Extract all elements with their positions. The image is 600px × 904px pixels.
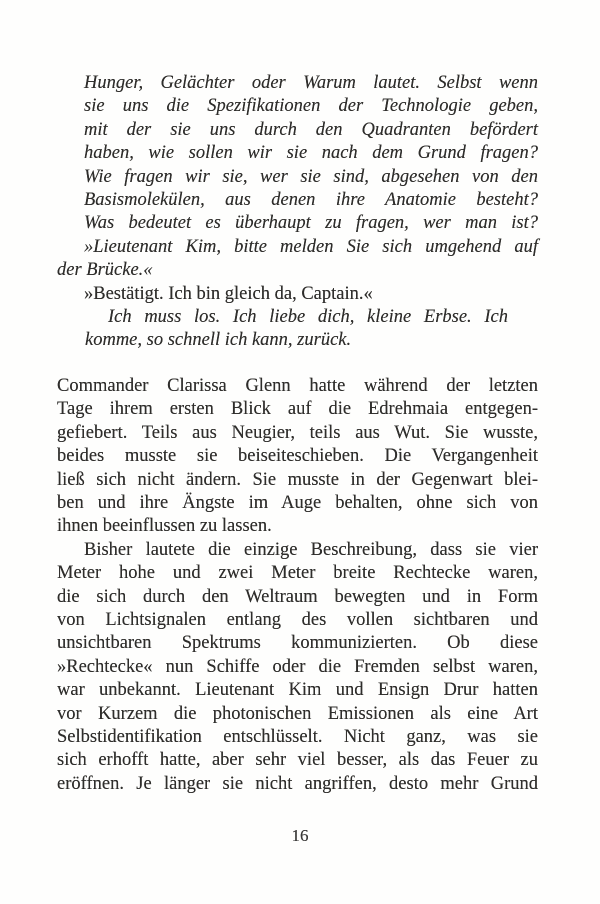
text-line: Was bedeutet es überhaupt zu fragen, wer man ist? (84, 213, 538, 234)
text-line: ließ sich nicht ändern. Sie musste in der Gegenwart blei- (57, 469, 538, 490)
text-line: von Lichtsignalen entlang des vollen sichtbaren und (57, 609, 538, 630)
text-column (57, 72, 538, 796)
text-line: Tage ihrem ersten Blick auf die Edrehmaia entgegen- (57, 399, 538, 420)
dialog-italic (57, 236, 538, 283)
inner-thought-italic (85, 306, 508, 353)
text-line: Ich muss los. Ich liebe dich, kleine Erbse. Ich (108, 307, 508, 328)
text-line: sich erhofft hatte, aber sehr viel besser, als das Feuer zu (57, 750, 538, 771)
narrative-paragraph-1 (57, 375, 538, 539)
text-line: eröffnen. Je länger sie nicht angriffen, desto mehr Grund (57, 773, 538, 794)
text-line: vor Kurzem die photonischen Emissionen als eine Art (57, 703, 538, 724)
text-line: »Bestätigt. Ich bin gleich da, Captain.« (84, 283, 373, 304)
text-line: mit der sie uns durch den Quadranten befördert (84, 119, 538, 140)
page-number: 16 (291, 826, 309, 845)
text-line: Commander Clarissa Glenn hatte während der letzten (57, 375, 538, 396)
text-line: die sich durch den Weltraum bewegten und in Form (57, 586, 538, 607)
text-line: Basismolekülen, aus denen ihre Anatomie besteht? (84, 190, 538, 211)
text-line: unsichtbaren Spektrums kommunizierten. Ob diese (57, 633, 538, 654)
text-line: komme, so schnell ich kann, zurück. (85, 330, 352, 351)
text-line: Wie fragen wir sie, wer sie sind, abgesehen von den (84, 166, 538, 187)
text-line: Selbstidentifikation entschlüsselt. Nicht ganz, was sie (57, 726, 538, 747)
text-line: der Brücke.« (57, 260, 153, 281)
text-line: sie uns die Spezifikationen der Technologie geben, (84, 96, 538, 117)
text-line: Hunger, Gelächter oder Warum lautet. Selbst wenn (84, 73, 538, 93)
text-line: Bisher lautete die einzige Beschreibung, dass sie vier (84, 539, 538, 560)
text-line: ihnen beeinflussen zu lassen. (57, 516, 272, 537)
text-line: beides musste sie beiseiteschieben. Die Vergangenheit (57, 446, 538, 467)
text-line: haben, wie sollen wir sie nach dem Grund fragen? (84, 143, 538, 164)
letter-quote-italic (84, 72, 538, 236)
text-line: »Lieutenant Kim, bitte melden Sie sich umgehend auf (84, 236, 538, 257)
text-line: ben und ihre Ängste im Auge behalten, ohne sich von (57, 492, 538, 513)
dialog-roman (57, 283, 538, 306)
text-line: gefiebert. Teils aus Neugier, teils aus Wut. Sie wusste, (57, 422, 538, 443)
text-line: Meter hohe und zwei Meter breite Rechtecke waren, (57, 563, 538, 584)
text-line: »Rechtecke« nun Schiffe oder die Fremden selbst waren, (57, 656, 538, 677)
text-line: war unbekannt. Lieutenant Kim und Ensign Drur hatten (57, 680, 538, 701)
narrative-paragraph-2 (57, 539, 538, 796)
